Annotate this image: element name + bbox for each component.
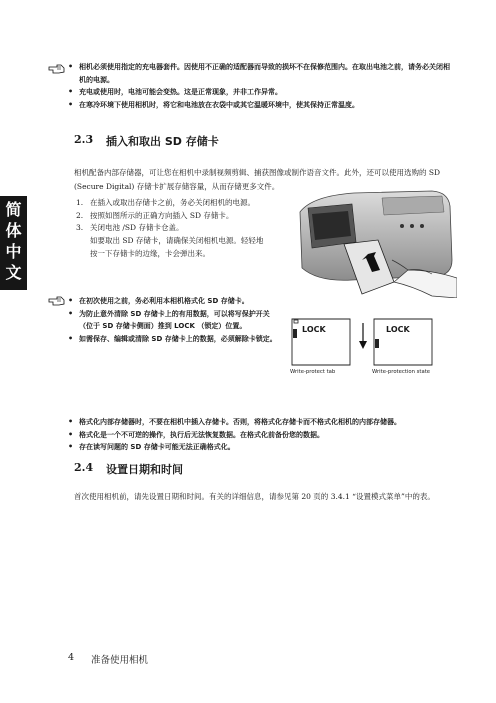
- step-item: [76, 197, 272, 210]
- step-text: 关闭电池 /SD 存储卡仓盖。: [90, 223, 184, 232]
- note-item: • 在初次使用之前，务必利用本相机格式化 SD 存储卡。: [68, 295, 280, 308]
- section-number: 2.4: [74, 461, 94, 474]
- note-item: • 格式化是一个不可逆的操作，执行后无法恢复数据。在格式化前备份您的数据。: [68, 429, 454, 442]
- note-item: • 为防止意外清除 SD 存储卡上的有用数据，可以将写保护开关 （位于 SD 存储卡侧面）推到 LOCK （锁定）位置。: [68, 308, 280, 333]
- section-title: 设置日期和时间: [106, 463, 183, 476]
- figure-caption-left: Write-protect tab: [290, 369, 336, 375]
- note-item: • 在寒冷环境下使用相机时，将它和电池放在衣袋中或其它温暖环境中，使其保持正常温度。: [68, 99, 452, 112]
- pointing-hand-icon: [48, 64, 66, 74]
- side-tab-char: 中: [5, 242, 22, 261]
- step-number: 3.: [76, 223, 84, 232]
- side-tab-char: 文: [5, 263, 22, 282]
- note-item: • 相机必须使用指定的充电器套件。因使用不正确的适配器而导致的损坏不在保修范围内。在取出电池之前，请务必关闭相机的电源。: [68, 61, 452, 86]
- lock-label-right: LOCK: [386, 325, 410, 334]
- side-tab-char: 体: [5, 221, 22, 240]
- step-text: 在插入或取出存储卡之前，务必关闭相机的电源。: [90, 198, 255, 207]
- step-text: 按照如图所示的正确方向插入 SD 存储卡。: [90, 210, 234, 220]
- note-item: • 如需保存、编辑或清除 SD 存储卡上的数据，必须解除卡锁定。: [68, 333, 280, 346]
- lock-label-left: LOCK: [302, 325, 326, 334]
- remove-card-note: 如要取出 SD 存储卡，请确保关闭相机电源。轻轻地按一下存储卡的边缘，卡会弹出来。: [90, 236, 264, 258]
- step-item: [76, 222, 272, 235]
- section-intro: 首次使用相机前，请先设置日期和时间。有关的详细信息，请参见第 20 页的 3.4.1 “设置模式菜单”中的表。: [74, 492, 435, 501]
- side-tab-char: 简: [5, 200, 22, 219]
- write-protect-illustration: [290, 317, 460, 379]
- step-item: [76, 210, 272, 223]
- sd-card-insertion-illustration: [282, 190, 457, 298]
- step-number: 2.: [76, 210, 84, 220]
- note-item: • 充电或使用时，电池可能会变热。这是正常现象，并非工作异常。: [68, 86, 452, 99]
- language-side-tab: [0, 196, 27, 290]
- pointing-hand-icon: [48, 296, 66, 306]
- step-number: 1.: [76, 198, 84, 207]
- notes-sd-list-narrow: [68, 295, 280, 345]
- page-number: 4: [68, 652, 75, 663]
- steps-list: [76, 197, 272, 235]
- figure-caption-right: Write-protection state: [372, 369, 431, 375]
- chapter-title: 准备使用相机: [91, 655, 149, 666]
- notes-battery-list: [68, 61, 452, 111]
- note-item: • 格式化内部存储器时，不要在相机中插入存储卡。否则，将格式化存储卡而不格式化相机的内部存储器。: [68, 416, 454, 429]
- section-intro: 相机配备内部存储器，可让您在相机中录制视频剪辑、捕获图像或制作语音文件。此外，还可以使用选购的 SD (Secure Digital) 存储卡扩展存储容量，从而存储更多文件。: [74, 168, 441, 191]
- notes-sd-list-wide: [68, 416, 454, 454]
- section-title: 插入和取出 SD 存储卡: [106, 135, 219, 148]
- section-number: 2.3: [74, 133, 94, 146]
- note-item: • 存在读写问题的 SD 存储卡可能无法正确格式化。: [68, 441, 454, 454]
